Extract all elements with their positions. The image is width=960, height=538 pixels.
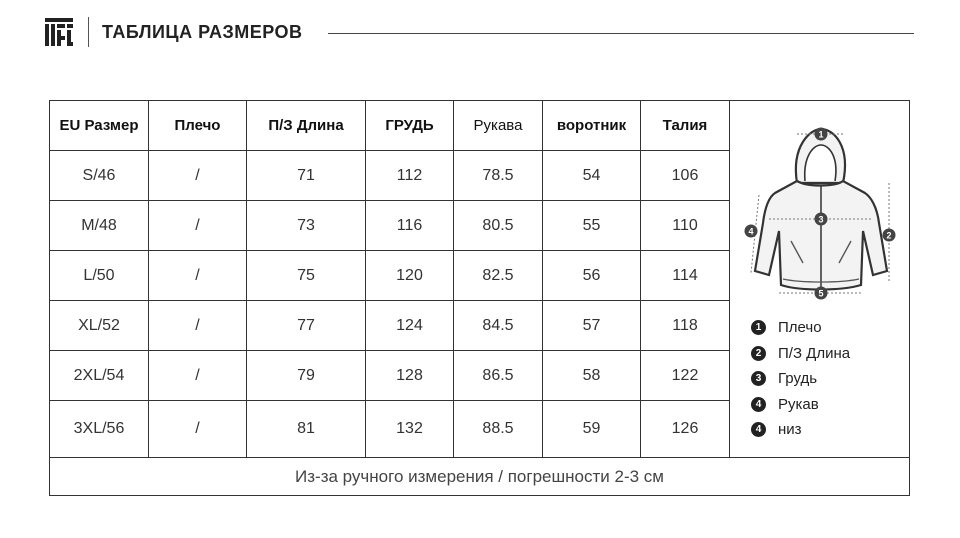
table-cell: 116 (366, 201, 454, 251)
table-cell: 77 (247, 301, 366, 351)
marker-shoulder (815, 128, 828, 141)
table-cell: 84.5 (454, 301, 543, 351)
table-cell: 3XL/56 (50, 401, 149, 457)
svg-text:1: 1 (818, 129, 824, 140)
table-cell: S/46 (50, 151, 149, 201)
table-cell: 57 (543, 301, 641, 351)
brand-logo (44, 16, 74, 48)
table-cell: 120 (366, 251, 454, 301)
table-cell: 128 (366, 351, 454, 401)
legend-number: 2 (751, 346, 766, 361)
column-header: Плечо (149, 101, 247, 151)
table-cell: / (149, 251, 247, 301)
table-cell: 110 (641, 201, 730, 251)
table-cell: 88.5 (454, 401, 543, 457)
marker-sleeve (745, 225, 758, 238)
legend-item (751, 366, 901, 392)
table-cell: 118 (641, 301, 730, 351)
measurement-note: Из-за ручного измерения / погрешности 2-3 см (50, 457, 909, 496)
table-cell: 80.5 (454, 201, 543, 251)
legend-item (751, 315, 901, 341)
column-header: Рукава (454, 101, 543, 151)
table-row (50, 301, 730, 351)
table-cell: 86.5 (454, 351, 543, 401)
table-cell: 73 (247, 201, 366, 251)
table-cell: 78.5 (454, 151, 543, 201)
table-header-row (50, 101, 730, 151)
table-cell: 81 (247, 401, 366, 457)
tiger-force-logo-icon (44, 16, 74, 48)
table-cell: 54 (543, 151, 641, 201)
size-chart (49, 100, 910, 496)
table-cell: / (149, 351, 247, 401)
table-row (50, 251, 730, 301)
table-cell: 112 (366, 151, 454, 201)
table-cell: 114 (641, 251, 730, 301)
legend-label: Грудь (778, 370, 818, 388)
table-cell: 79 (247, 351, 366, 401)
hoodie-diagram-icon (739, 123, 901, 307)
header-divider (88, 17, 89, 47)
marker-length (883, 229, 896, 242)
table-cell: / (149, 301, 247, 351)
title-rule (328, 33, 914, 34)
table-cell: 132 (366, 401, 454, 457)
legend-number: 1 (751, 320, 766, 335)
column-header: воротник (543, 101, 641, 151)
legend-label: Плечо (778, 319, 822, 337)
column-header: Талия (641, 101, 730, 151)
table-cell: 71 (247, 151, 366, 201)
page-title: ТАБЛИЦА РАЗМЕРОВ (102, 22, 303, 42)
table-cell: 75 (247, 251, 366, 301)
column-header: П/З Длина (247, 101, 366, 151)
table-cell: 59 (543, 401, 641, 457)
column-header: EU Размер (50, 101, 149, 151)
table-cell: 55 (543, 201, 641, 251)
svg-text:3: 3 (818, 214, 824, 225)
column-header: ГРУДЬ (366, 101, 454, 151)
legend-number: 3 (751, 371, 766, 386)
legend-label: Рукав (778, 395, 819, 413)
table-row (50, 351, 730, 401)
svg-text:2: 2 (886, 230, 892, 241)
marker-hem (815, 287, 828, 300)
svg-text:4: 4 (748, 226, 754, 237)
marker-chest (815, 213, 828, 226)
table-cell: / (149, 401, 247, 457)
table-cell: / (149, 151, 247, 201)
table-cell: / (149, 201, 247, 251)
table-cell: 124 (366, 301, 454, 351)
table-cell: 126 (641, 401, 730, 457)
svg-text:5: 5 (818, 288, 824, 299)
table-row (50, 201, 730, 251)
measurement-diagram (731, 101, 909, 457)
table-cell: L/50 (50, 251, 149, 301)
table-row (50, 151, 730, 201)
legend-number: 4 (751, 422, 766, 437)
table-row (50, 401, 730, 451)
legend-label: П/З Длина (778, 344, 851, 362)
legend-label: низ (778, 421, 802, 439)
measurement-legend (751, 315, 901, 443)
table-cell: 122 (641, 351, 730, 401)
table-cell: 2XL/54 (50, 351, 149, 401)
size-table (50, 101, 730, 457)
table-cell: 106 (641, 151, 730, 201)
table-cell: XL/52 (50, 301, 149, 351)
legend-item (751, 341, 901, 367)
table-cell: 82.5 (454, 251, 543, 301)
legend-number: 4 (751, 397, 766, 412)
legend-item (751, 417, 901, 443)
table-cell: 56 (543, 251, 641, 301)
table-cell: M/48 (50, 201, 149, 251)
legend-item (751, 392, 901, 418)
table-cell: 58 (543, 351, 641, 401)
